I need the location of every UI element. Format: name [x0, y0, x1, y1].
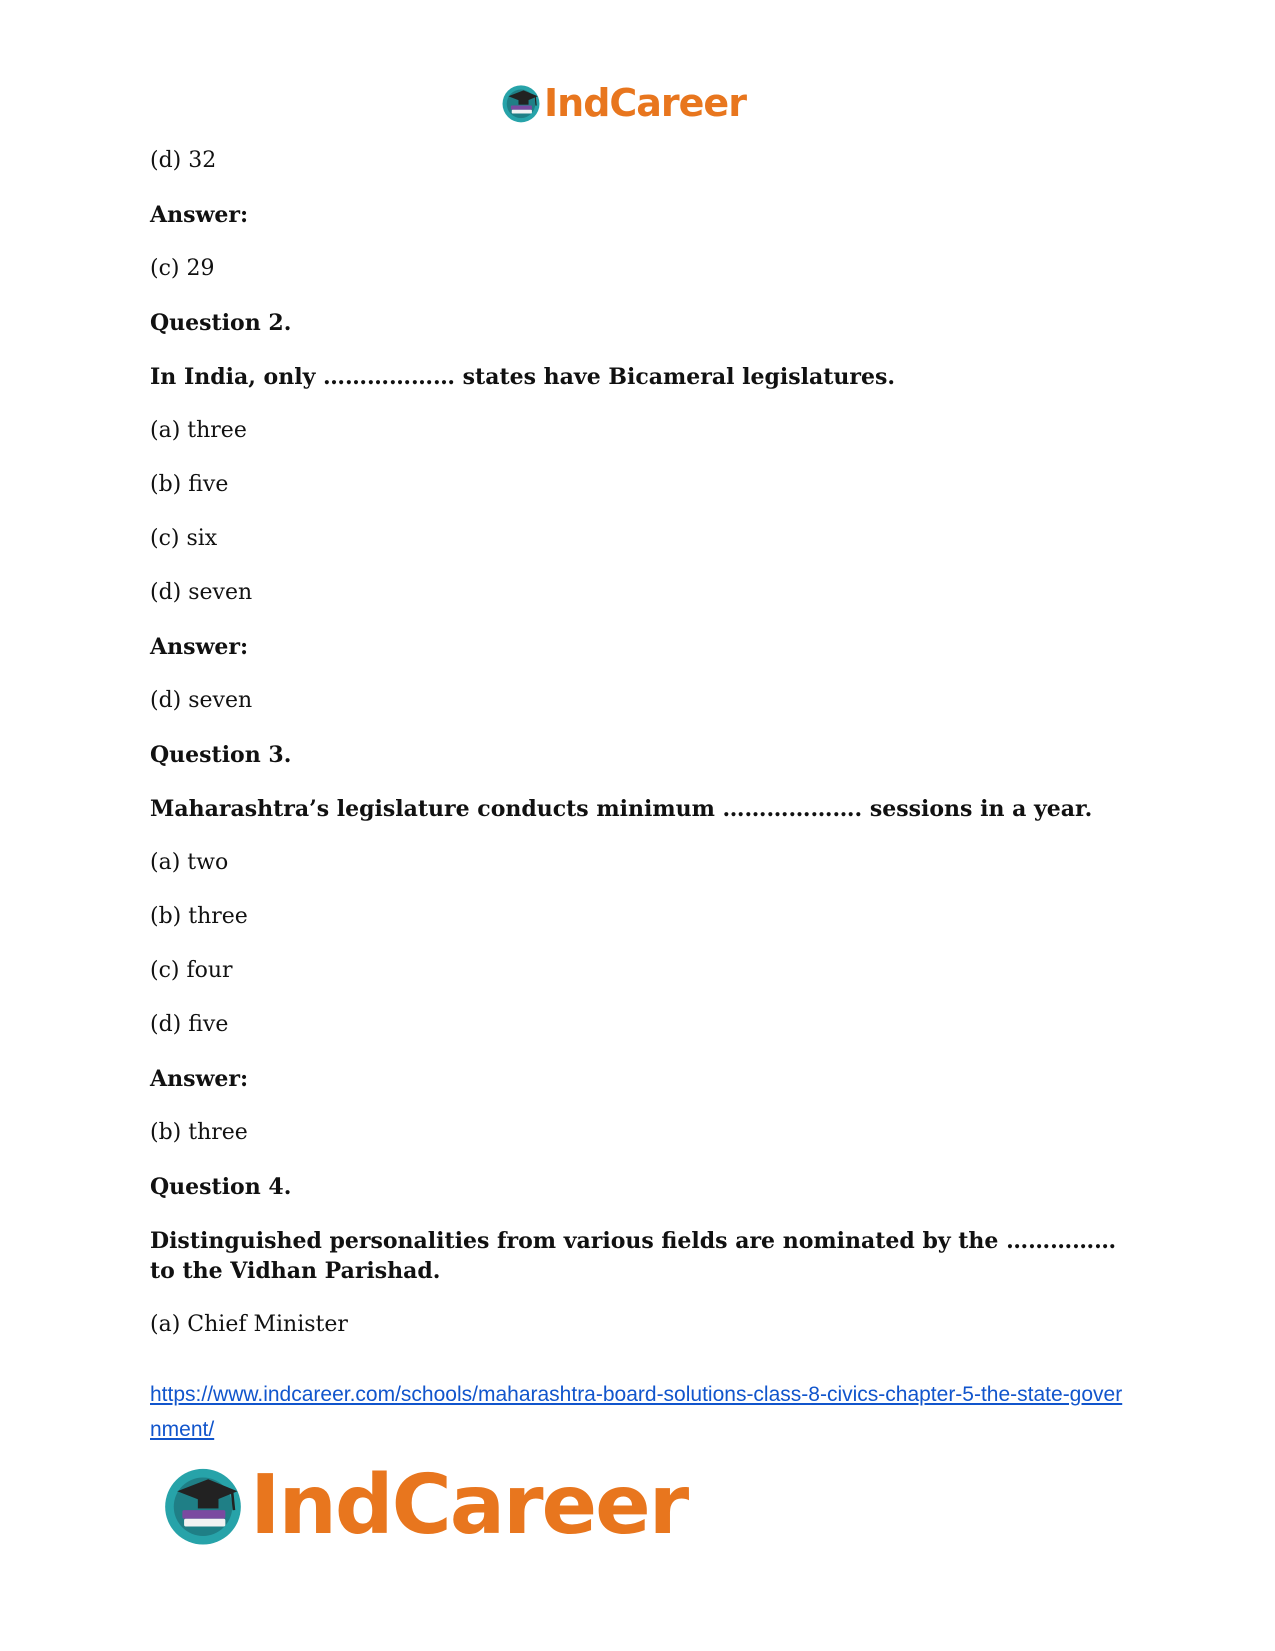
question-text: In India, only ……………… states have Bicameral legislatures. [150, 364, 895, 390]
indcareer-logo-bottom [160, 1457, 688, 1553]
option-item: (b) five [150, 472, 229, 497]
logo-text: IndCareer [544, 81, 746, 125]
option-item: (a) Chief Minister [150, 1312, 348, 1337]
graduation-globe-icon [500, 82, 542, 124]
answer-label: Answer: [150, 1066, 249, 1092]
option-item: (c) four [150, 958, 233, 983]
graduation-globe-icon [160, 1462, 246, 1548]
option-item: (b) three [150, 1120, 248, 1145]
option-item: (d) five [150, 1012, 229, 1037]
question-text: Distinguished personalities from various fields are nominated by the …………… to the Vidhan Parishad. [150, 1228, 1117, 1284]
option-item: (a) two [150, 850, 229, 875]
option-item: (d) seven [150, 580, 253, 605]
option-item: (d) seven [150, 688, 253, 713]
question-heading: Question 2. [150, 310, 292, 336]
source-link[interactable]: https://www.indcareer.com/schools/maharashtra-board-solutions-class-8-civics-chapter-5-the-state-government/ [150, 1383, 1123, 1441]
option-item: (b) three [150, 904, 248, 929]
document-body [150, 146, 1125, 1364]
answer-label: Answer: [150, 634, 249, 660]
answer-label: Answer: [150, 202, 249, 228]
logo-text: IndCareer [250, 1457, 688, 1553]
question-heading: Question 3. [150, 742, 292, 768]
option-item: (c) six [150, 526, 218, 551]
indcareer-logo-top [500, 80, 746, 126]
option-item: (a) three [150, 418, 247, 443]
question-text: Maharashtra’s legislature conducts minimum ………………. sessions in a year. [150, 796, 1093, 822]
option-item: (c) 29 [150, 256, 215, 281]
question-heading: Question 4. [150, 1174, 292, 1200]
option-item: (d) 32 [150, 148, 217, 173]
